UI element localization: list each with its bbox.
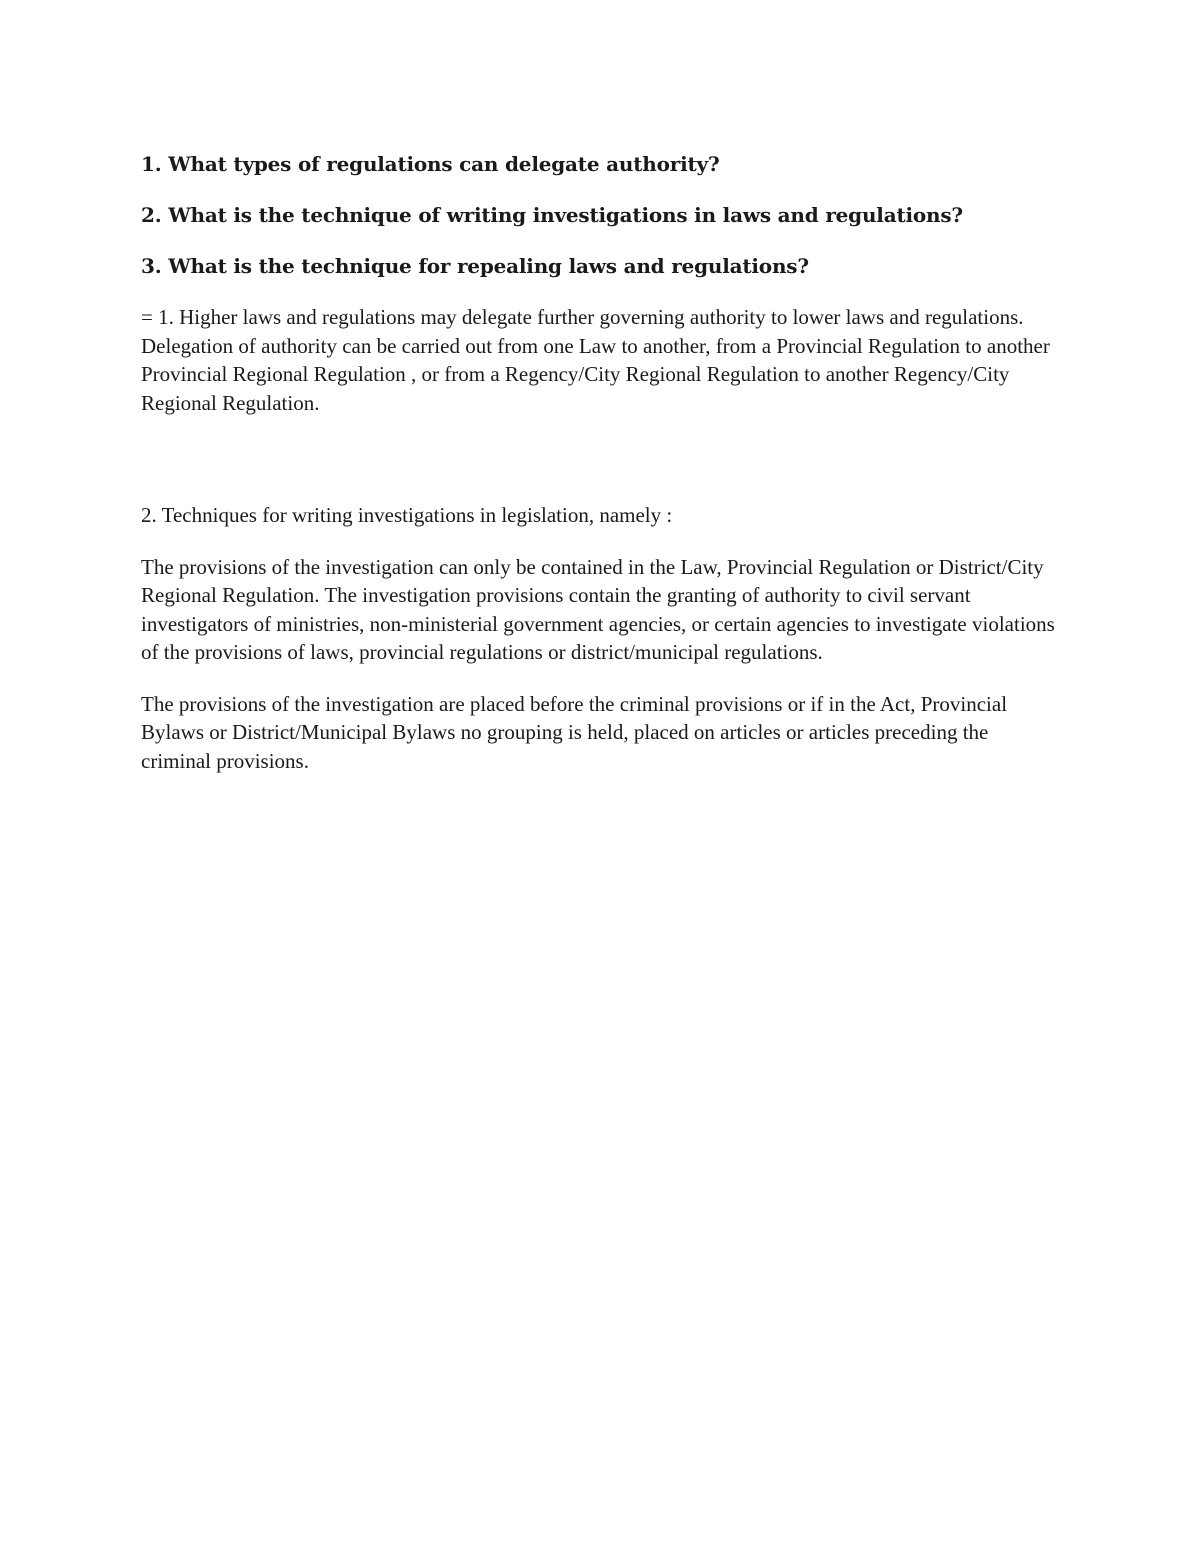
question-3: 3. What is the technique for repealing laws and regulations?: [141, 254, 809, 278]
answer-1: = 1. Higher laws and regulations may delegate further governing authority to lower laws and regulations. Delegation of authority can be carried out from one Law to another, from a Provincial Regulation to another Provincial Regional Regulation , or from a Regency/City Regional Regulation to another Regency/City Regional Regulation.: [141, 305, 1050, 415]
question-1: 1. What types of regulations can delegate authority?: [141, 152, 720, 176]
document-body: [141, 150, 1061, 798]
answer-2-paragraph-1: The provisions of the investigation can only be contained in the Law, Provincial Regulation or District/City Regional Regulation. The investigation provisions contain the granting of authority to civil servant investigators of ministries, non-ministerial government agencies, or certain agencies to investigate violations of the provisions of laws, provincial regulations or district/municipal regulations.: [141, 554, 1055, 664]
question-2: 2. What is the technique of writing investigations in laws and regulations?: [141, 203, 963, 227]
answer-2-paragraph-2: The provisions of the investigation are placed before the criminal provisions or if in the Act, Provincial Bylaws or District/Municipal Bylaws no grouping is held, placed on articles or articles preceding the criminal provisions.: [141, 691, 1008, 773]
answer-2-intro: 2. Techniques for writing investigations in legislation, namely :: [141, 503, 673, 527]
spacer: [141, 440, 1061, 501]
